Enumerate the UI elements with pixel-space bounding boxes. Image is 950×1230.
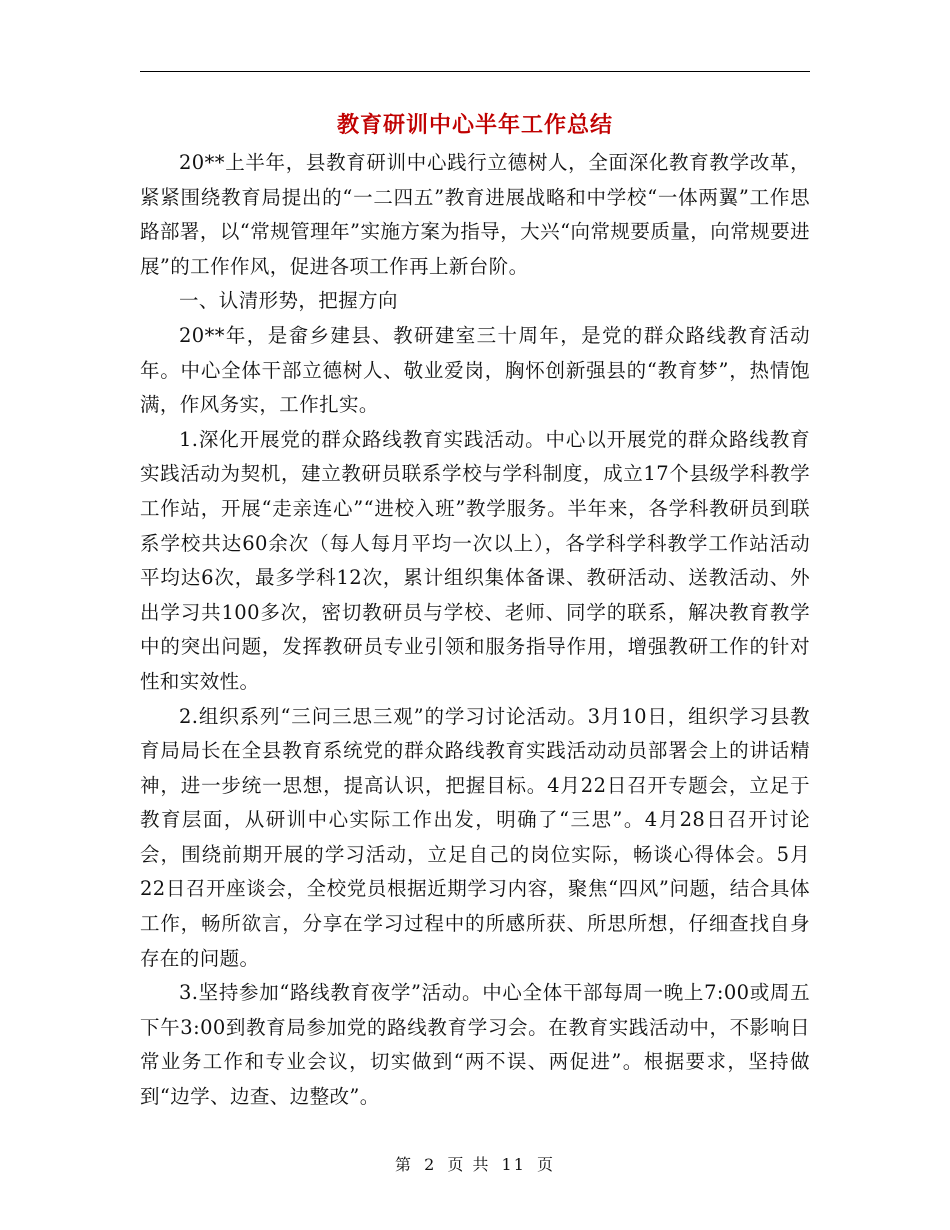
- document-body: [140, 146, 810, 1115]
- section-heading: 一、认清形势，把握方向: [179, 289, 398, 313]
- body-paragraph: 2.组织系列“三问三思三观”的学习讨论活动。3月10日，组织学习县教育局局长在全县教育系统党的群众路线教育实践活动动员部署会上的讲话精神，进一步统一思想，提高认识，把握目标。4月22日召开专题会，立足于教育层面，从研训中心实际工作出发，明确了“三思”。4月28日召开讨论会，围绕前期开展的学习活动，立足自己的岗位实际，畅谈心得体会。5月22日召开座谈会，全校党员根据近期学习内容，聚焦“四风”问题，结合具体工作，畅所欲言，分享在学习过程中的所感所获、所思所想，仔细查找自身存在的问题。: [140, 704, 810, 970]
- page-footer: [140, 1152, 810, 1175]
- footer-suffix: 页: [537, 1155, 556, 1174]
- document-title: 教育研训中心半年工作总结: [336, 112, 613, 138]
- footer-prefix: 第: [394, 1155, 413, 1174]
- header-rule: [140, 71, 810, 72]
- current-page-number: 2: [424, 1155, 437, 1174]
- intro-paragraph: 20**上半年，县教育研训中心践行立德树人，全面深化教育教学改革，紧紧围绕教育局提出的“一二四五”教育进展战略和中学校“一体两翼”工作思路部署，以“常规管理年”实施方案为指导，大兴“向常规要质量，向常规要进展”的工作作风，促进各项工作再上新台阶。: [140, 151, 810, 278]
- footer-middle: 页 共: [447, 1155, 491, 1174]
- body-paragraph: 1.深化开展党的群众路线教育实践活动。中心以开展党的群众路线教育实践活动为契机，建立教研员联系学校与学科制度，成立17个县级学科教学工作站，开展“走亲连心”“进校入班”教学服务。半年来，各学科教研员到联系学校共达60余次（每人每月平均一次以上），各学科学科教学工作站活动平均达6次，最多学科12次，累计组织集体备课、教研活动、送教活动、外出学习共100多次，密切教研员与学校、老师、同学的联系，解决教育教学中的突出问题，发挥教研员专业引领和服务指导作用，增强教研工作的针对性和实效性。: [140, 427, 810, 693]
- body-paragraph: 20**年，是畲乡建县、教研建室三十周年，是党的群众路线教育活动年。中心全体干部立德树人、敬业爱岗，胸怀创新强县的“教育梦”，热情饱满，作风务实，工作扎实。: [140, 323, 810, 417]
- body-paragraph: 3.坚持参加“路线教育夜学”活动。中心全体干部每周一晚上7:00或周五下午3:00到教育局参加党的路线教育学习会。在教育实践活动中，不影响日常业务工作和专业会议，切实做到“两不误、两促进”。根据要求，坚持做到“边学、边查、边整改”。: [140, 981, 810, 1109]
- total-page-count: 11: [501, 1155, 526, 1174]
